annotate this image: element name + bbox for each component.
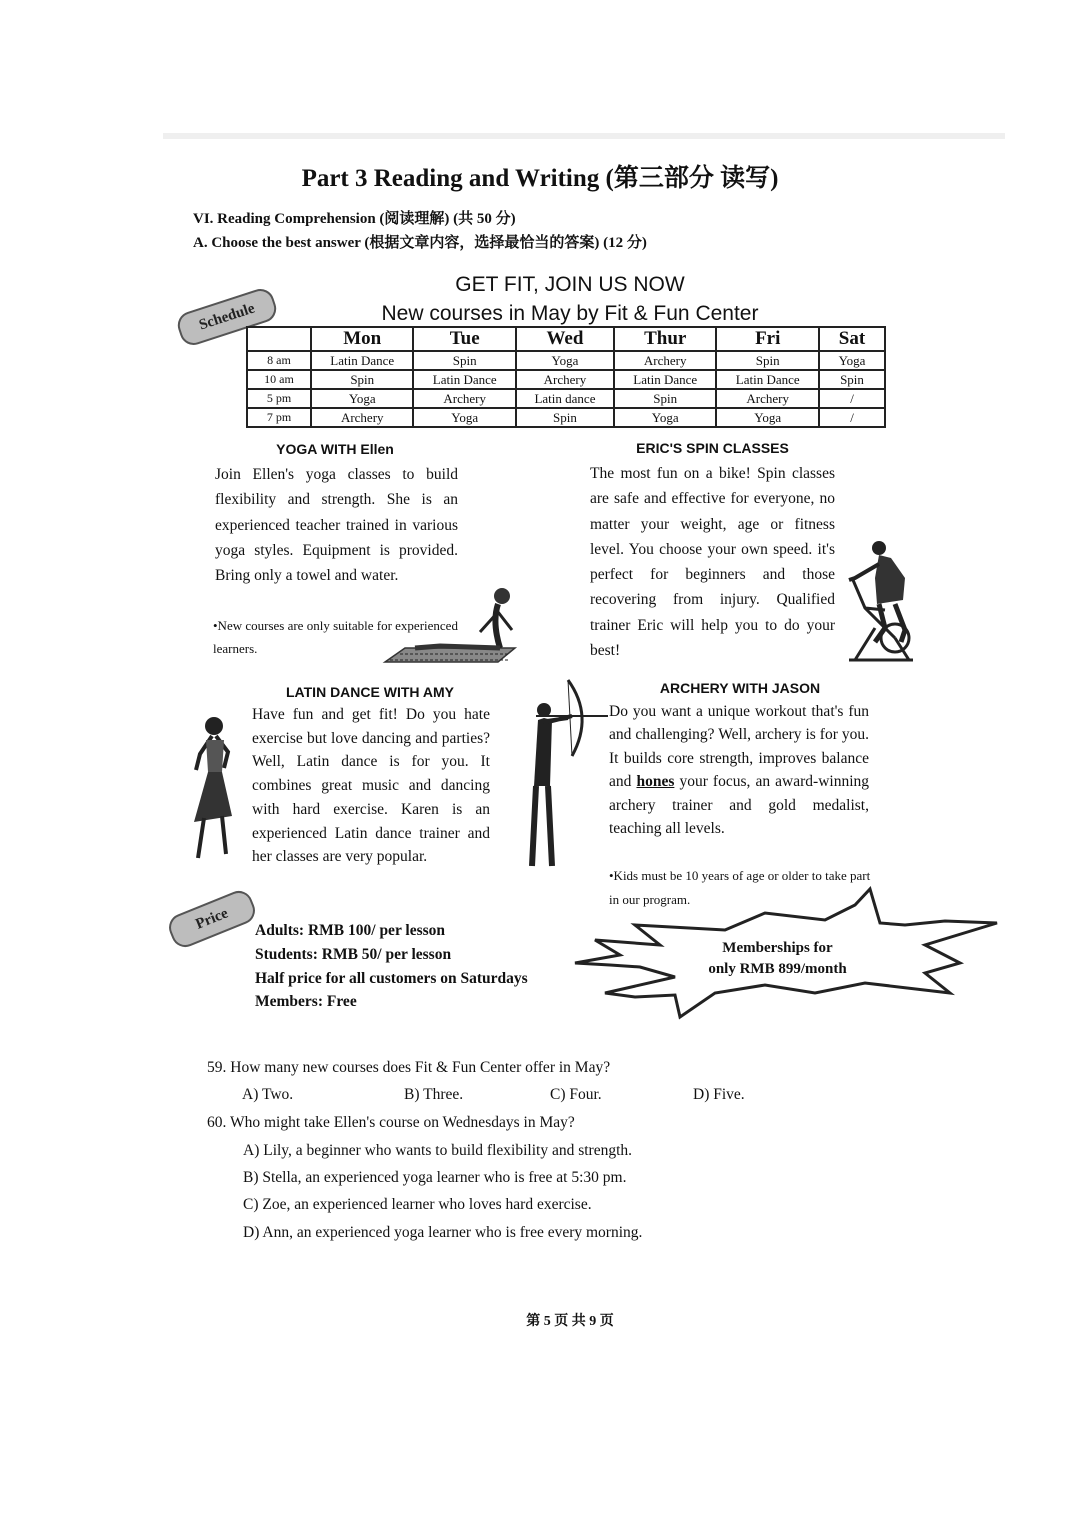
class-cell: Latin dance [516, 389, 614, 408]
option-b[interactable]: B) Stella, an experienced yoga learner who is free at 5:30 pm. [243, 1169, 627, 1186]
class-cell: Spin [311, 370, 413, 389]
option-c[interactable]: C) Four. [550, 1086, 602, 1103]
dancer-icon [188, 712, 248, 862]
price-saturday: Half price for all customers on Saturdays [255, 970, 528, 987]
schedule-row [247, 408, 885, 427]
price-adults: Adults: RMB 100/ per lesson [255, 922, 446, 939]
class-cell: Archery [716, 389, 819, 408]
time-cell: 10 am [247, 370, 311, 389]
class-cell: Archery [516, 370, 614, 389]
class-cell: Latin Dance [614, 370, 716, 389]
class-cell: Yoga [311, 389, 413, 408]
option-c[interactable]: C) Zoe, an experienced learner who loves hard exercise. [243, 1196, 592, 1213]
archery-heading: ARCHERY WITH JASON [659, 680, 821, 696]
ad-title: GET FIT, JOIN US NOW [455, 273, 685, 296]
page-footer: 第 5 页 共 9 页 [526, 1314, 614, 1329]
schedule-stamp: Schedule [174, 285, 280, 348]
class-cell: Spin [819, 370, 885, 389]
day-header: Tue [413, 327, 515, 351]
yoga-heading: YOGA WITH Ellen [276, 441, 394, 457]
class-cell: / [819, 408, 885, 427]
schedule-row [247, 389, 885, 408]
membership-offer [680, 938, 875, 980]
spin-heading: ERIC'S SPIN CLASSES [636, 440, 789, 456]
class-cell: Latin Dance [716, 370, 819, 389]
question-59: 59. How many new courses does Fit & Fun Center offer in May? [207, 1059, 611, 1076]
class-cell: Spin [716, 351, 819, 370]
option-a[interactable]: A) Two. [242, 1086, 294, 1103]
section-heading: VI. Reading Comprehension (阅读理解) (共 50 分) [193, 211, 516, 227]
time-cell: 8 am [247, 351, 311, 370]
class-cell: Spin [614, 389, 716, 408]
schedule-row [247, 370, 885, 389]
section-subheading: A. Choose the best answer (根据文章内容，选择最恰当的答案) (12 分) [193, 235, 647, 251]
class-cell: Yoga [516, 351, 614, 370]
schedule-row [247, 351, 885, 370]
membership-line2: only RMB 899/month [708, 961, 847, 977]
class-cell: Archery [311, 408, 413, 427]
archery-body-part1: Do you want a unique workout that's fun and challenging? Well, archery is for you. It builds core strength, improves balance and [609, 703, 869, 791]
hones-word: hones [636, 773, 675, 791]
class-cell: Yoga [819, 351, 885, 370]
class-cell: Spin [413, 351, 515, 370]
archery-body-part2: your focus, an award-winning archery trainer and gold medalist, teaching all levels. [609, 773, 869, 838]
yoga-body: Join Ellen's yoga classes to build flexibility and strength. She is an experienced teacher trained in various yoga styles. Equipment is provided. Bring only a towel and water. [215, 466, 458, 585]
class-cell: Latin Dance [413, 370, 515, 389]
archery-note: •Kids must be 10 years of age or older to take part in our program. [609, 868, 871, 907]
ad-subtitle: New courses in May by Fit & Fun Center [381, 302, 759, 325]
option-b[interactable]: B) Three. [404, 1086, 464, 1103]
part-title: Part 3 Reading and Writing (第三部分 读写) [301, 165, 779, 192]
archer-icon [524, 676, 610, 872]
price-stamp: Price [165, 887, 259, 951]
day-header: Fri [716, 327, 819, 351]
class-cell: Latin Dance [311, 351, 413, 370]
latin-body: Have fun and get fit! Do you hate exercise but love dancing and parties? Well, Latin dance is for you. It combines great music and dancing with hard exercise. Karen is an experienced Latin dance trainer and her classes are very popular. [252, 706, 490, 866]
class-cell: Spin [516, 408, 614, 427]
time-cell: 7 pm [247, 408, 311, 427]
schedule-corner [247, 327, 311, 351]
option-d[interactable]: D) Ann, an experienced yoga learner who is free every morning. [243, 1224, 643, 1241]
day-header: Wed [516, 327, 614, 351]
top-rule [163, 133, 1005, 139]
day-header: Mon [311, 327, 413, 351]
price-students: Students: RMB 50/ per lesson [255, 946, 452, 963]
schedule-table [246, 326, 886, 428]
price-members: Members: Free [255, 993, 357, 1010]
yoga-pose-icon [380, 582, 520, 668]
spin-bike-icon [845, 538, 917, 666]
spin-body: The most fun on a bike! Spin classes are safe and effective for everyone, no matter your weight, age or fitness level. You choose your own speed. it's perfect for beginners and those recovering from injury. Qualified trainer Eric will help you to do your best! [590, 465, 835, 660]
class-cell: Yoga [413, 408, 515, 427]
time-cell: 5 pm [247, 389, 311, 408]
class-cell: Archery [413, 389, 515, 408]
day-header: Sat [819, 327, 885, 351]
yoga-note: •New courses are only suitable for experienced learners. [213, 618, 458, 656]
day-header: Thur [614, 327, 716, 351]
archery-body [609, 700, 869, 840]
schedule-header-row [247, 327, 885, 351]
membership-line1: Memberships for [722, 940, 833, 956]
class-cell: / [819, 389, 885, 408]
latin-heading: LATIN DANCE WITH AMY [286, 684, 454, 700]
question-60: 60. Who might take Ellen's course on Wednesdays in May? [207, 1114, 575, 1131]
class-cell: Archery [614, 351, 716, 370]
option-d[interactable]: D) Five. [693, 1086, 745, 1103]
class-cell: Yoga [614, 408, 716, 427]
class-cell: Yoga [716, 408, 819, 427]
option-a[interactable]: A) Lily, a beginner who wants to build flexibility and strength. [243, 1142, 633, 1159]
